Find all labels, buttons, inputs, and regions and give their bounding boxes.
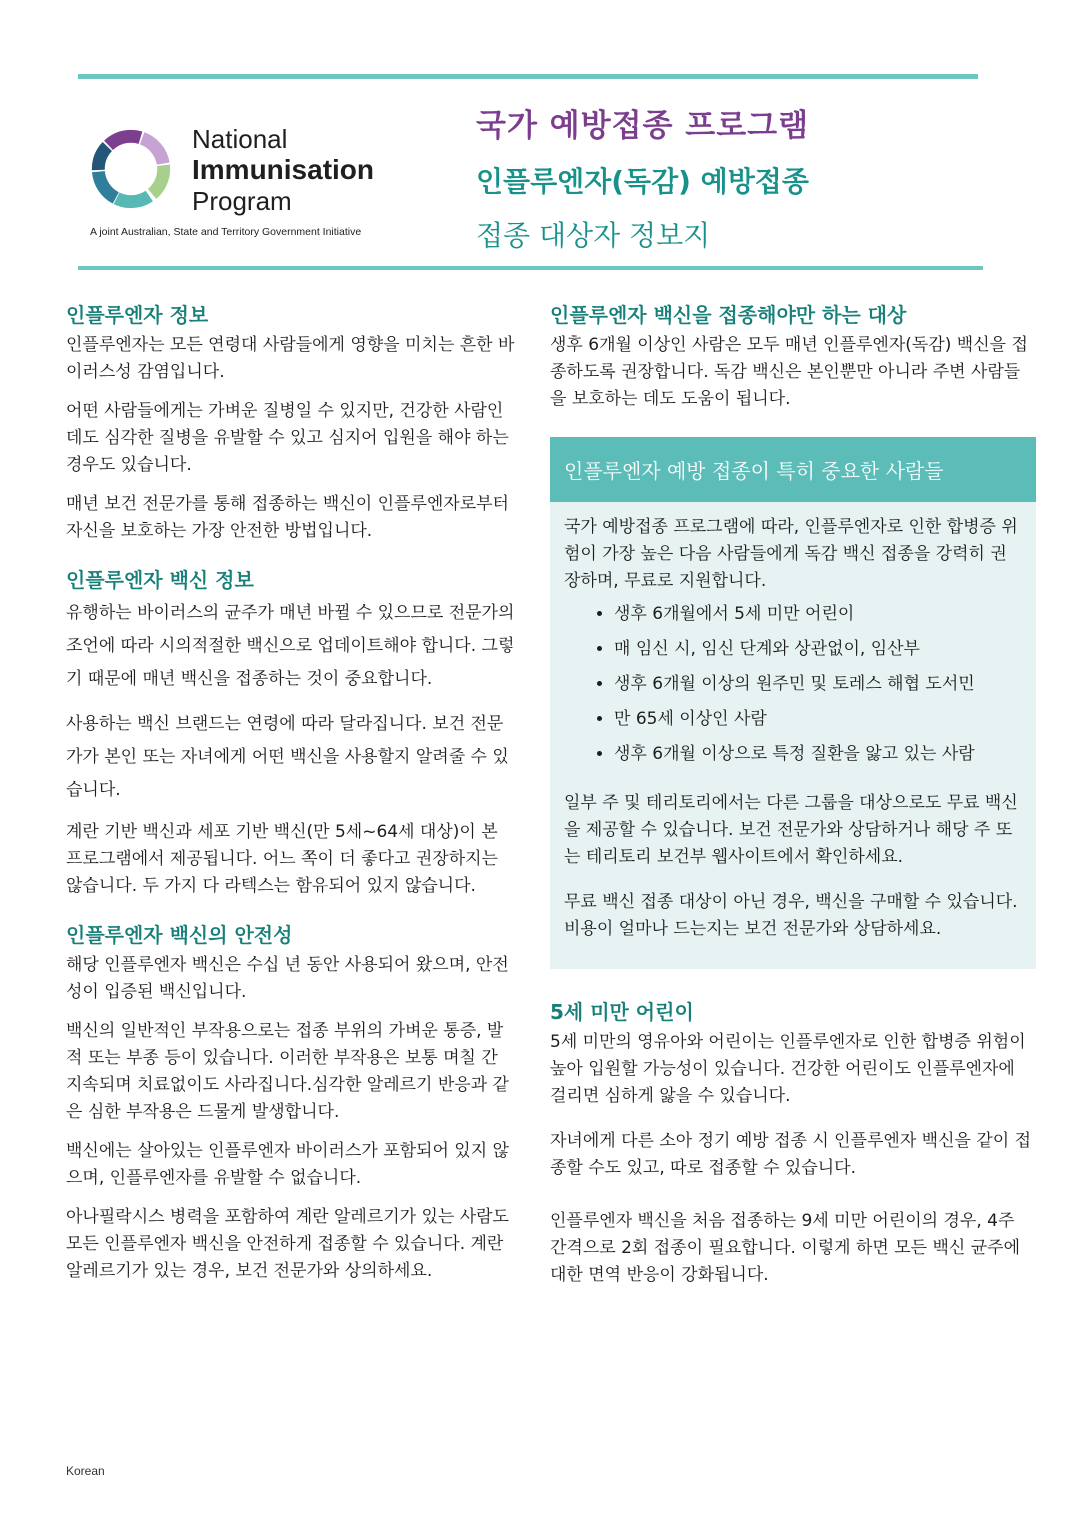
section-heading: 인플루엔자 백신 정보 (66, 568, 254, 592)
logo-line-1: National (192, 124, 288, 154)
list-item: • 매 임신 시, 임신 단계와 상관없이, 임산부 (614, 636, 1022, 663)
paragraph: 계란 기반 백신과 세포 기반 백신(만 5세~64세 대상)이 본 프로그램에서 제공됩니다. 어느 쪽이 더 좋다고 권장하지는 않습니다. 두 가지 다 라텍스는 함유되어 있지 않습니다. (66, 822, 498, 896)
paragraph: 생후 6개월 이상인 사람은 모두 매년 인플루엔자(독감) 백신을 접종하도록 권장합니다. 독감 백신은 본인뿐만 아니라 주변 사람들을 보호하는 데도 도움이 됩니다. (550, 335, 1028, 409)
top-divider (78, 74, 978, 79)
right-column (550, 298, 1036, 1289)
section-heading: 인플루엔자 백신의 안전성 (66, 923, 293, 947)
list-item: • 생후 6개월 이상으로 특정 질환을 앓고 있는 사람 (614, 741, 1022, 768)
left-column (66, 298, 518, 1285)
paragraph: 국가 예방접종 프로그램에 따라, 인플루엔자로 인한 합병증 위험이 가장 높은 다음 사람들에게 독감 백신 접종을 강력히 권장하며, 무료로 지원합니다. (564, 517, 1018, 591)
logo-line-3: Program (192, 186, 292, 216)
paragraph: 5세 미만의 영유아와 어린이는 인플루엔자로 인한 합병증 위험이 높아 입원할 가능성이 있습니다. 건강한 어린이도 인플루엔자에 걸리면 심하게 앓을 수 있습니다. (550, 1032, 1026, 1106)
box-heading: 인플루엔자 예방 접종이 특히 중요한 사람들 (550, 437, 1036, 502)
nip-logo (88, 122, 388, 247)
paragraph: 인플루엔자는 모든 연령대 사람들에게 영향을 미치는 흔한 바이러스성 감염입니다. (66, 335, 515, 382)
paragraph: 어떤 사람들에게는 가벼운 질병일 수 있지만, 건강한 사람인데도 심각한 질병을 유발할 수 있고 심지어 입원을 해야 하는 경우도 있습니다. (66, 401, 509, 475)
paragraph: 사용하는 백신 브랜드는 연령에 따라 달라집니다. 보건 전문가가 본인 또는 자녀에게 어떤 백신을 사용할지 알려줄 수 있습니다. (66, 714, 509, 800)
logo-wordmark (192, 124, 374, 216)
paragraph: 아나필락시스 병력을 포함하여 계란 알레르기가 있는 사람도 모든 인플루엔자 백신을 안전하게 접종할 수 있습니다. 계란 알레르기가 있는 경우, 보건 전문가와 상의하세요. (66, 1207, 509, 1281)
box-body (550, 502, 1036, 969)
list-item: • 생후 6개월에서 5세 미만 어린이 (614, 601, 1022, 628)
priority-list (564, 601, 1022, 768)
section-heading: 인플루엔자 정보 (66, 303, 209, 327)
list-item: • 만 65세 이상인 사람 (614, 706, 1022, 733)
document-type: 접종 대상자 정보지 (476, 219, 711, 252)
language-label: Korean (66, 1464, 105, 1478)
vaccine-title: 인플루엔자(독감) 예방접종 (476, 165, 809, 198)
paragraph: 백신의 일반적인 부작용으로는 접종 부위의 가벼운 통증, 발적 또는 부종 등이 있습니다. 이러한 부작용은 보통 며칠 간 지속되며 치료없이도 사라집니다.심각한 알레르기 반응과 같은 심한 부작용은 드물게 발생합니다. (66, 1021, 509, 1122)
list-item: • 생후 6개월 이상의 원주민 및 토레스 해협 도서민 (614, 671, 1022, 698)
paragraph: 무료 백신 접종 대상이 아닌 경우, 백신을 구매할 수 있습니다. 비용이 얼마나 드는지는 보건 전문가와 상담하세요. (564, 892, 1018, 939)
logo-ring-icon (88, 126, 174, 212)
logo-line-2: Immunisation (192, 154, 375, 185)
header-bottom-divider (78, 266, 983, 270)
paragraph: 인플루엔자 백신을 처음 접종하는 9세 미만 어린이의 경우, 4주 간격으로 2회 접종이 필요합니다. 이렇게 하면 모든 백신 균주에 대한 면역 반응이 강화됩니다. (550, 1211, 1020, 1285)
paragraph: 해당 인플루엔자 백신은 수십 년 동안 사용되어 왔으며, 안전성이 입증된 백신입니다. (66, 955, 509, 1002)
section-heading: 인플루엔자 백신을 접종해야만 하는 대상 (550, 303, 907, 327)
logo-tagline: A joint Australian, State and Territory Government Initiative (90, 226, 362, 238)
paragraph: 유행하는 바이러스의 균주가 매년 바뀔 수 있으므로 전문가의 조언에 따라 시의적절한 백신으로 업데이트해야 합니다. 그렇기 때문에 매년 백신을 접종하는 것이 중요합니다. (66, 603, 515, 689)
section-heading: 5세 미만 어린이 (550, 1000, 694, 1024)
paragraph: 일부 주 및 테리토리에서는 다른 그룹을 대상으로도 무료 백신을 제공할 수 있습니다. 보건 전문가와 상담하거나 해당 주 또는 테리토리 보건부 웹사이트에서 확인하세요. (564, 793, 1018, 867)
paragraph: 매년 보건 전문가를 통해 접종하는 백신이 인플루엔자로부터 자신을 보호하는 가장 안전한 방법입니다. (66, 494, 509, 541)
paragraph: 백신에는 살아있는 인플루엔자 바이러스가 포함되어 있지 않으며, 인플루엔자를 유발할 수 없습니다. (66, 1141, 509, 1188)
paragraph: 자녀에게 다른 소아 정기 예방 접종 시 인플루엔자 백신을 같이 접종할 수도 있고, 따로 접종할 수 있습니다. (550, 1131, 1032, 1178)
program-title: 국가 예방접종 프로그램 (476, 108, 810, 144)
priority-groups-box (550, 437, 1036, 969)
